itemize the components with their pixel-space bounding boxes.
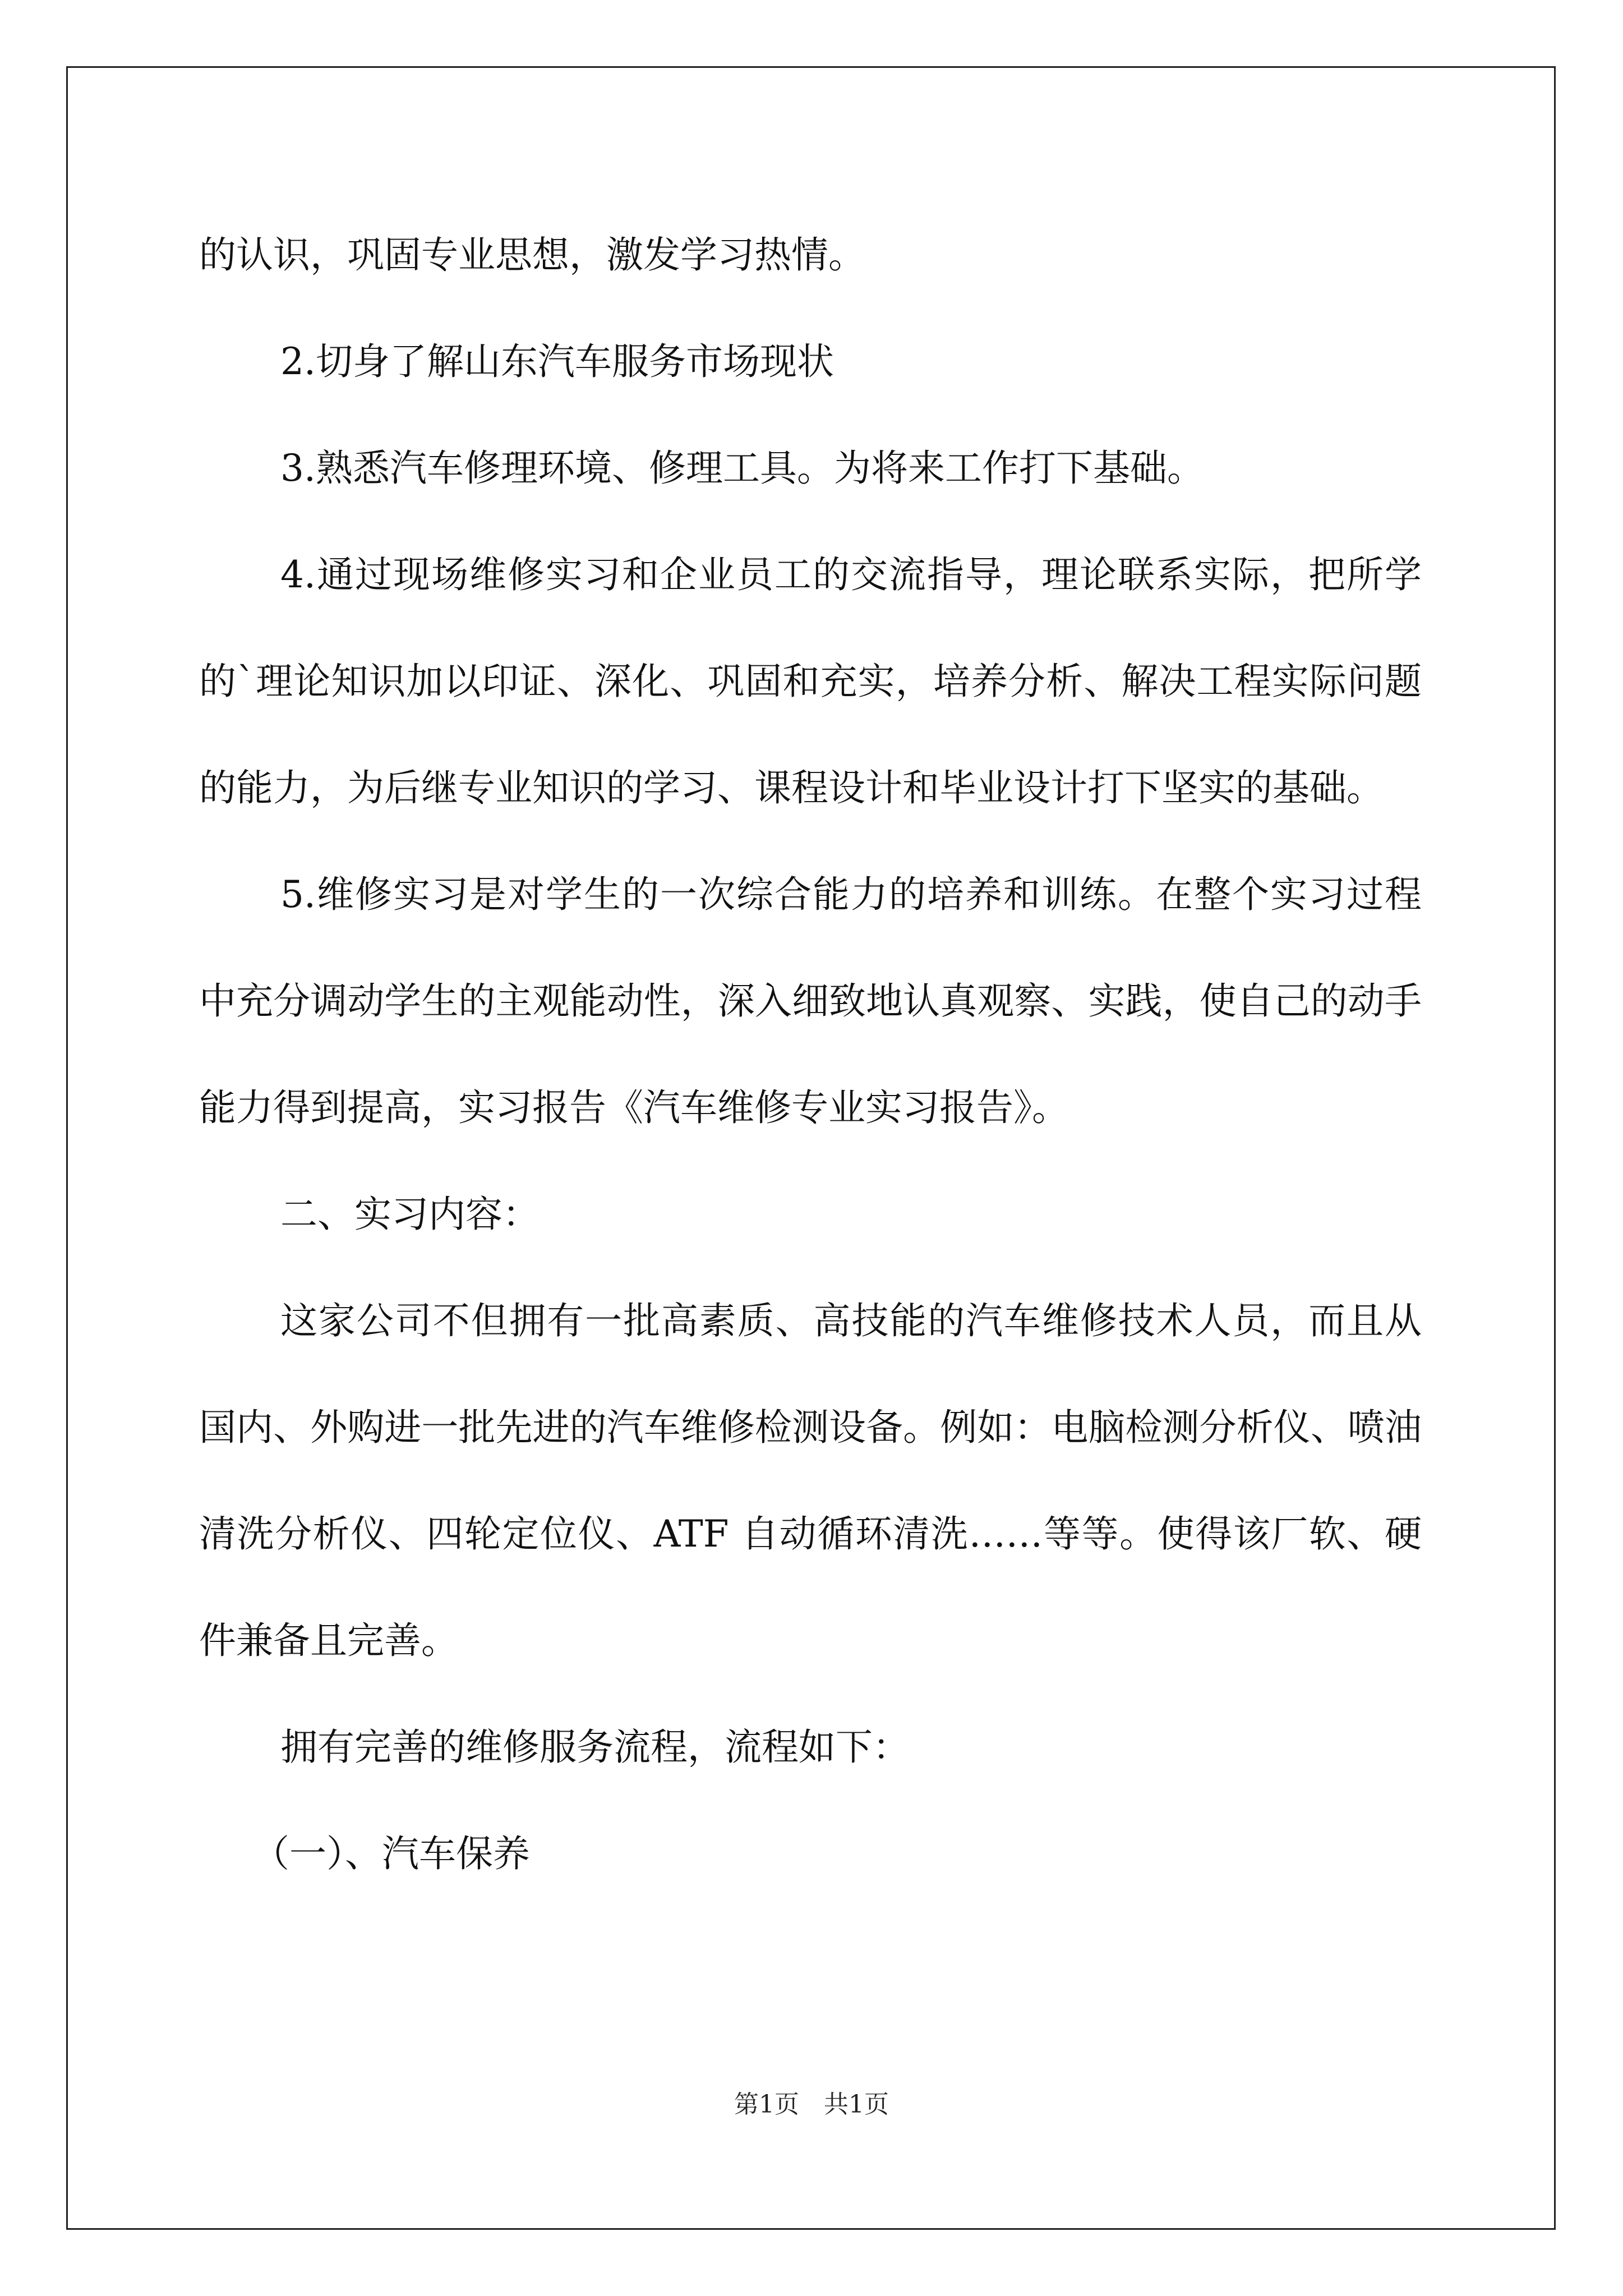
paragraph-continuation: 的认识，巩固专业思想，激发学习热情。 (199, 233, 865, 277)
document-body (199, 202, 1422, 1907)
paragraph-service-process: 拥有完善的维修服务流程，流程如下： (280, 1726, 910, 1769)
paragraph-company-description: 这家公司不但拥有一批高素质、高技能的汽车维修技术人员，而且从国内、外购进一批先进的汽车维修检测设备。例如：电脑检测分析仪、喷油清洗分析仪、四轮定位仪、ATF 自动循环清洗……等等。使得该厂软、硬件兼备且完善。 (199, 1299, 1422, 1662)
subheading-car-maintenance: （一）、汽车保养 (252, 1832, 530, 1875)
paragraph-item-4: 4.通过现场维修实习和企业员工的交流指导，理论联系实际，把所学的`理论知识加以印证、深化、巩固和充实，培养分析、解决工程实际问题的能力，为后继专业知识的学习、课程设计和毕业设计打下坚实的基础。 (199, 553, 1422, 809)
page-number-footer: 第1页 共1页 (734, 2090, 889, 2119)
paragraph-item-3: 3.熟悉汽车修理环境、修理工具。为将来工作打下基础。 (280, 447, 1204, 490)
paragraph-item-5: 5.维修实习是对学生的一次综合能力的培养和训练。在整个实习过程中充分调动学生的主观能动性，深入细致地认真观察、实践，使自己的动手能力得到提高，实习报告《汽车维修专业实习报告》。 (199, 873, 1422, 1129)
paragraph-item-2: 2.切身了解山东汽车服务市场现状 (280, 340, 834, 383)
section-heading-internship-content: 二、实习内容： (280, 1193, 540, 1236)
